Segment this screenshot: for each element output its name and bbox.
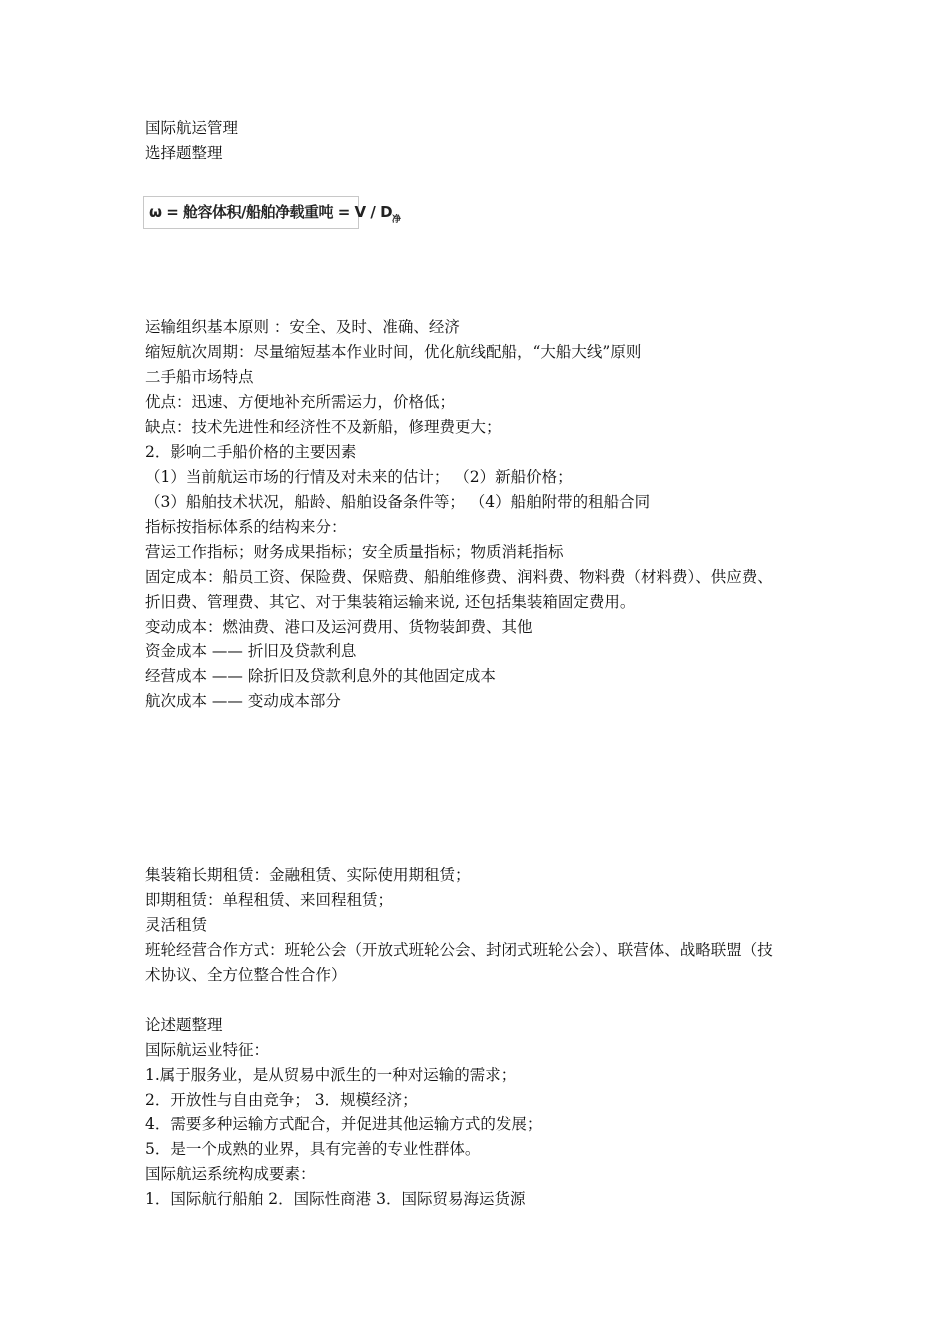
text-line: 1.属于服务业，是从贸易中派生的一种对运输的需求； xyxy=(145,1066,517,1084)
text-line: 资金成本 —— 折旧及贷款利息 xyxy=(145,642,357,660)
text-line: 灵活租赁 xyxy=(145,916,208,934)
text-line: 经营成本 —— 除折旧及贷款利息外的其他固定成本 xyxy=(145,667,496,685)
doc-subtitle: 选择题整理 xyxy=(145,144,223,162)
text-line: 班轮经营合作方式：班轮公会（开放式班轮公会、封闭式班轮公会）、联营体、战略联盟（技 xyxy=(145,941,773,959)
text-line: 营运工作指标；财务成果指标；安全质量指标；物质消耗指标 xyxy=(145,543,564,561)
formula-text xyxy=(149,203,401,224)
text-line: 4．需要多种运输方式配合，并促进其他运输方式的发展； xyxy=(145,1115,543,1133)
formula-subscript: 净 xyxy=(392,215,401,225)
text-line: 缺点：技术先进性和经济性不及新船，修理费更大； xyxy=(145,418,502,436)
text-line: 运输组织基本原则 ：安全、及时、准确、经济 xyxy=(145,318,460,336)
text-line: 优点：迅速、方便地补充所需运力，价格低； xyxy=(145,393,456,411)
text-line: 2．开放性与自由竞争； 3．规模经济； xyxy=(145,1091,418,1109)
text-line: 1．国际航行船舶 2．国际性商港 3．国际贸易海运货源 xyxy=(145,1190,526,1208)
text-line: 变动成本：燃油费、港口及运河费用、货物装卸费、其他 xyxy=(145,618,533,636)
text-line: 二手船市场特点 xyxy=(145,368,254,386)
text-line: 缩短航次周期：尽量缩短基本作业时间，优化航线配船，“大船大线”原则 xyxy=(145,343,642,361)
text-line: 集装箱长期租赁：金融租赁、实际使用期租赁； xyxy=(145,866,471,884)
text-line: 2．影响二手船价格的主要因素 xyxy=(145,443,357,461)
text-line: 国际航运业特征： xyxy=(145,1041,270,1059)
text-line: 5．是一个成熟的业界，具有完善的专业性群体。 xyxy=(145,1140,481,1158)
doc-title: 国际航运管理 xyxy=(145,119,239,137)
section-heading: 论述题整理 xyxy=(145,1016,223,1034)
text-line: 国际航运系统构成要素： xyxy=(145,1165,316,1183)
text-line: （3）船舶技术状况，船龄、船舶设备条件等； （4）船舶附带的租船合同 xyxy=(145,493,651,511)
text-line: （1）当前航运市场的行情及对未来的估计； （2）新船价格； xyxy=(145,468,573,486)
text-line: 即期租赁：单程租赁、来回程租赁； xyxy=(145,891,394,909)
formula-image xyxy=(143,196,401,229)
text-line: 折旧费、管理费、其它、对于集装箱运输来说, 还包括集装箱固定费用。 xyxy=(145,593,636,611)
text-line: 术协议、全方位整合性合作） xyxy=(145,966,347,984)
text-line: 固定成本：船员工资、保险费、保赔费、船舶维修费、润料费、物料费（材料费）、供应费、 xyxy=(145,568,773,586)
text-line: 指标按指标体系的结构来分： xyxy=(145,518,347,536)
formula-main: ω = 舱容体积/船舶净载重吨 = V / D xyxy=(149,203,393,221)
text-line: 航次成本 —— 变动成本部分 xyxy=(145,692,341,710)
